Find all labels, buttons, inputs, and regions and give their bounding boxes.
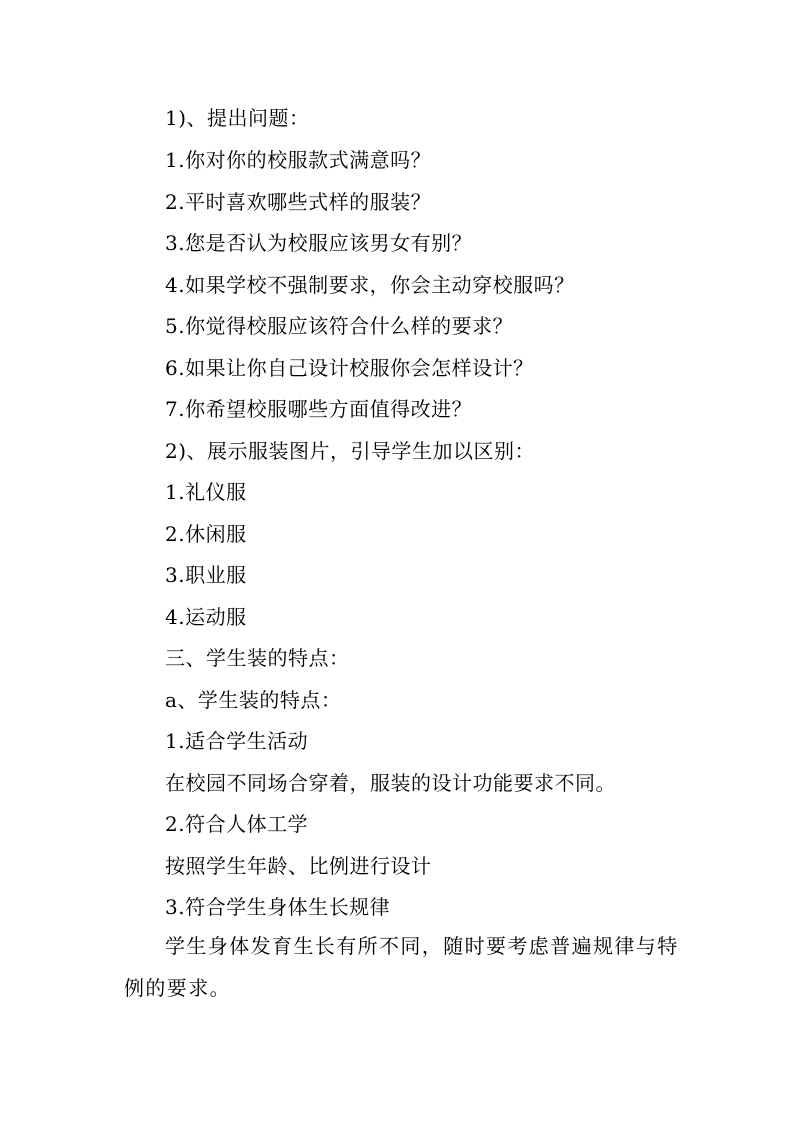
question-item: 3.您是否认为校服应该男女有别？ bbox=[165, 231, 473, 255]
feature-item: 1.适合学生活动 bbox=[165, 729, 309, 753]
feature-description: 按照学生年龄、比例进行设计 bbox=[165, 854, 432, 878]
feature-item: 3.符合学生身体生长规律 bbox=[165, 895, 391, 919]
question-item: 5.你觉得校服应该符合什么样的要求？ bbox=[165, 314, 514, 338]
question-item: 7.你希望校服哪些方面值得改进？ bbox=[165, 397, 473, 421]
section-heading-questions: 1)、提出问题： bbox=[165, 106, 310, 130]
clothing-type-item: 4.运动服 bbox=[165, 605, 247, 629]
feature-item: 2.符合人体工学 bbox=[165, 812, 309, 836]
question-item: 6.如果让你自己设计校服你会怎样设计？ bbox=[165, 356, 534, 380]
clothing-type-item: 3.职业服 bbox=[165, 563, 247, 587]
section-heading-clothing: 2)、展示服装图片，引导学生加以区别： bbox=[165, 439, 536, 463]
clothing-type-item: 2.休闲服 bbox=[165, 522, 247, 546]
final-paragraph: 学生身体发育生长有所不同，随时要考虑普遍规律与特例的要求。 bbox=[124, 934, 679, 1000]
section-heading-features: 三、学生装的特点： bbox=[165, 646, 350, 670]
subsection-heading: a、学生装的特点： bbox=[165, 688, 342, 712]
question-item: 1.你对你的校服款式满意吗？ bbox=[165, 148, 432, 172]
feature-description: 在校园不同场合穿着，服装的设计功能要求不同。 bbox=[165, 771, 616, 795]
clothing-type-item: 1.礼仪服 bbox=[165, 480, 247, 504]
question-item: 4.如果学校不强制要求，你会主动穿校服吗？ bbox=[165, 273, 575, 297]
question-item: 2.平时喜欢哪些式样的服装？ bbox=[165, 190, 432, 214]
